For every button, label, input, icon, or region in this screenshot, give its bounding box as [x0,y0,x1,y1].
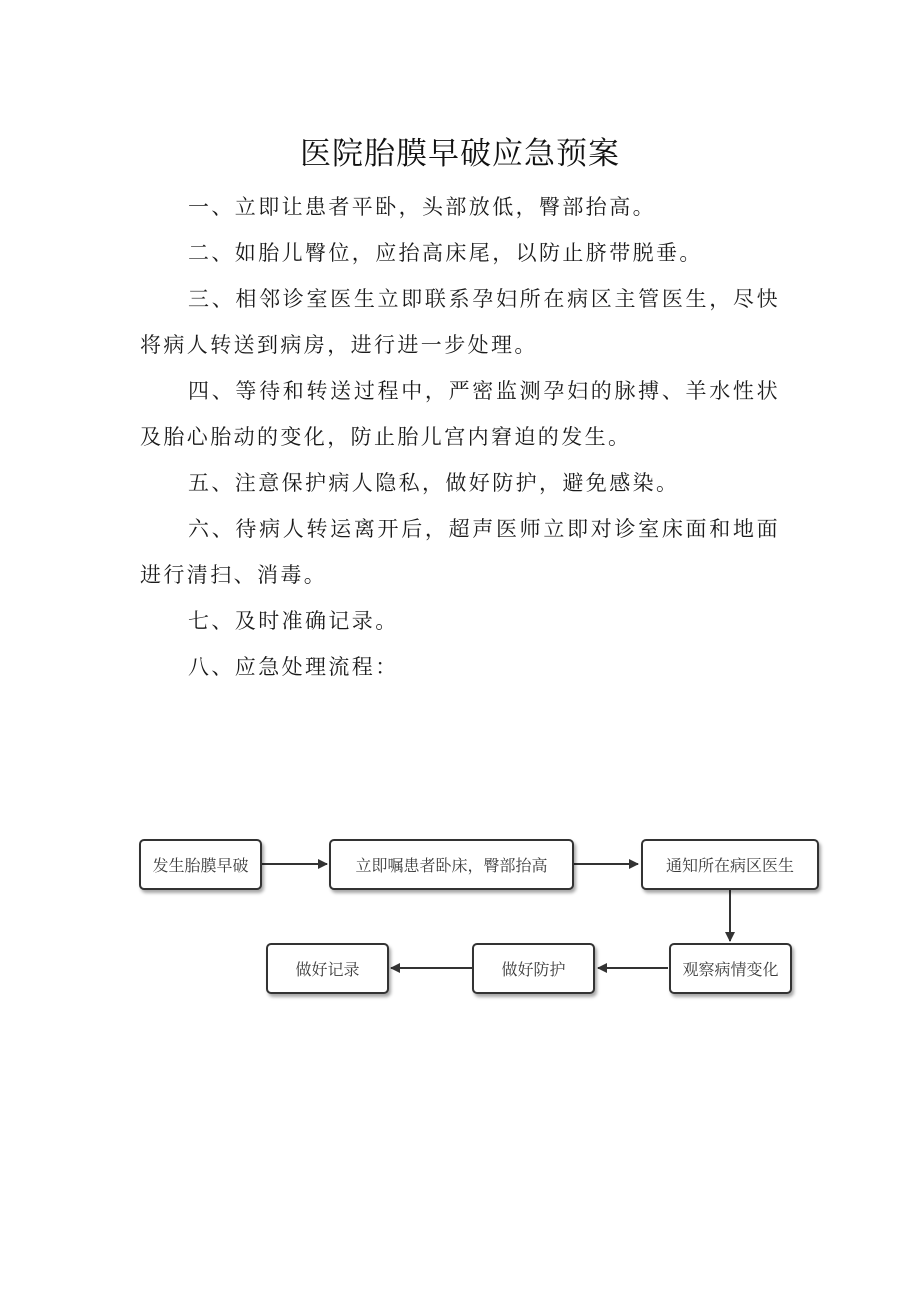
flow-node-bed-rest: 立即嘱患者卧床，臀部抬高 [329,839,574,890]
paragraph-1: 一、立即让患者平卧，头部放低，臀部抬高。 [188,195,656,219]
flow-node-notify-doctor: 通知所在病区医生 [641,839,819,890]
flow-node-rupture: 发生胎膜早破 [139,839,262,890]
paragraph-5: 五、注意保护病人隐私，做好防护，避免感染。 [188,471,680,495]
paragraph-2: 二、如胎儿臀位，应抬高床尾，以防止脐带脱垂。 [188,241,703,265]
paragraph-4: 四、等待和转送过程中，严密监测孕妇的脉搏、羊水性状及胎心胎动的变化，防止胎儿宫内窘迫的发生。 [140,379,780,449]
paragraph-6: 六、待病人转运离开后，超声医师立即对诊室床面和地面进行清扫、消毒。 [140,517,780,587]
flow-node-observe: 观察病情变化 [669,943,792,994]
flow-node-record: 做好记录 [266,943,389,994]
flow-node-protection: 做好防护 [472,943,595,994]
paragraph-3: 三、相邻诊室医生立即联系孕妇所在病区主管医生，尽快将病人转送到病房，进行进一步处理。 [140,287,780,357]
paragraph-7: 七、及时准确记录。 [188,609,399,633]
paragraph-8: 八、应急处理流程： [188,655,399,679]
document-title: 医院胎膜早破应急预案 [300,136,620,172]
